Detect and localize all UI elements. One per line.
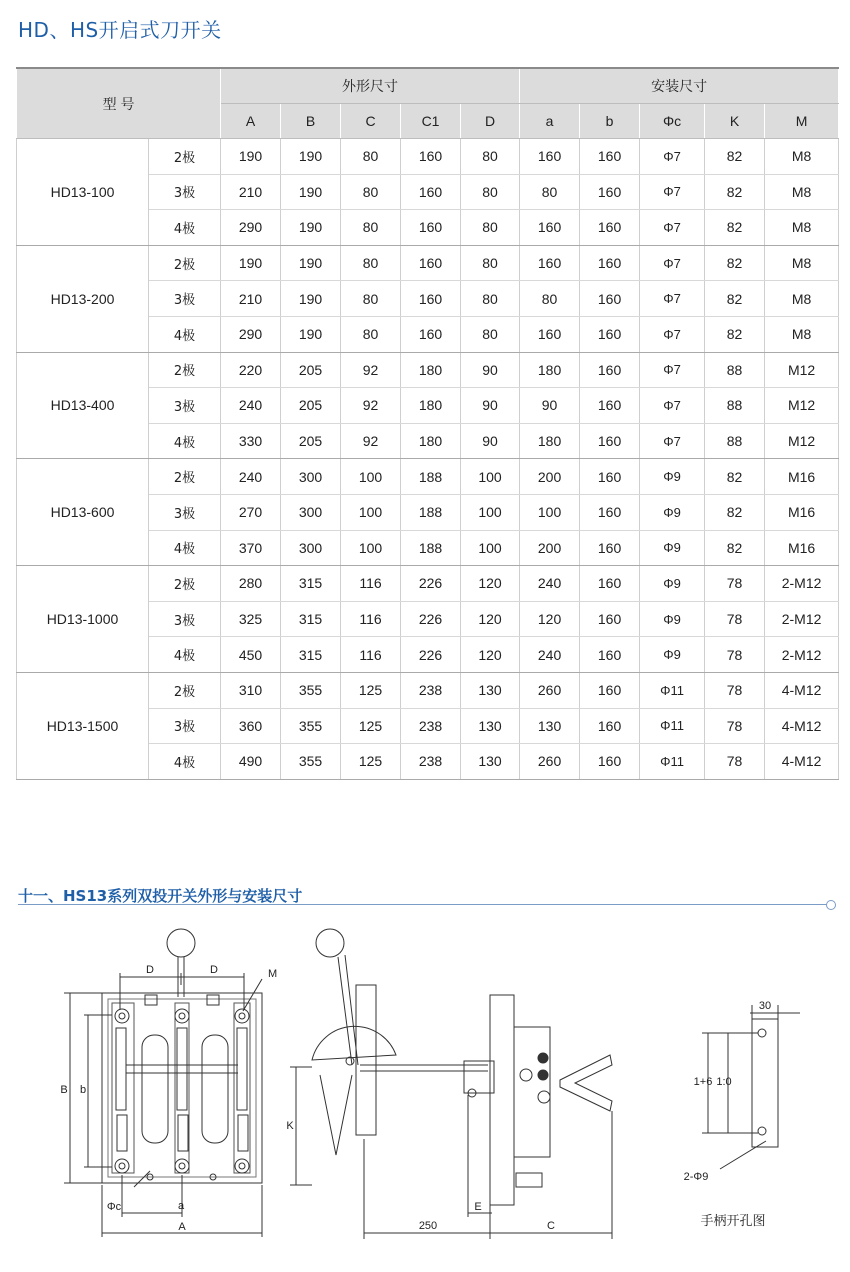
table-cell: 160 xyxy=(580,210,640,246)
dim-d-right: D xyxy=(210,964,218,976)
table-cell: 80 xyxy=(341,174,401,210)
table-cell: 160 xyxy=(580,423,640,459)
table-cell: 190 xyxy=(281,174,341,210)
table-cell: 190 xyxy=(281,139,341,175)
table-cell: 125 xyxy=(341,672,401,708)
pole-count: 4极 xyxy=(149,744,221,780)
table-cell: 310 xyxy=(221,672,281,708)
column-header: B xyxy=(281,104,341,139)
column-header: b xyxy=(580,104,640,139)
table-cell: 190 xyxy=(221,245,281,281)
pole-count: 4极 xyxy=(149,423,221,459)
table-cell: 90 xyxy=(520,388,580,424)
table-cell: 92 xyxy=(341,423,401,459)
table-cell: 80 xyxy=(461,139,520,175)
dim-holes: 2-Φ9 xyxy=(683,1171,709,1183)
table-cell: 210 xyxy=(221,174,281,210)
table-row xyxy=(17,245,839,281)
dim-phic: Φc xyxy=(106,1201,122,1213)
table-cell: 200 xyxy=(520,530,580,566)
table-cell: Φ7 xyxy=(640,139,705,175)
table-cell: 300 xyxy=(281,530,341,566)
table-cell: 125 xyxy=(341,708,401,744)
dim-1-0: 1:0 xyxy=(716,1076,732,1088)
table-cell: 160 xyxy=(580,316,640,352)
table-cell: 180 xyxy=(520,423,580,459)
table-cell: 290 xyxy=(221,316,281,352)
dim-d-left: D xyxy=(146,964,154,976)
table-cell: 120 xyxy=(461,601,520,637)
table-cell: 205 xyxy=(281,423,341,459)
section-title: 十一、HS13系列双投开关外形与安装尺寸 xyxy=(18,887,303,905)
table-cell: 205 xyxy=(281,352,341,388)
table-cell: 80 xyxy=(520,174,580,210)
pole-count: 2极 xyxy=(149,352,221,388)
table-cell: 188 xyxy=(401,494,461,530)
side-view xyxy=(290,929,612,1239)
dim-a-lower: a xyxy=(177,1200,185,1212)
table-cell: 82 xyxy=(705,459,765,495)
table-cell: Φ11 xyxy=(640,708,705,744)
table-cell: 270 xyxy=(221,494,281,530)
pole-count: 4极 xyxy=(149,530,221,566)
table-cell: 90 xyxy=(461,423,520,459)
table-cell: 160 xyxy=(580,601,640,637)
table-row xyxy=(17,459,839,495)
table-cell: 160 xyxy=(401,210,461,246)
table-cell: 160 xyxy=(580,388,640,424)
table-cell: 490 xyxy=(221,744,281,780)
table-cell: M12 xyxy=(765,423,839,459)
pole-count: 2极 xyxy=(149,245,221,281)
table-cell: 100 xyxy=(461,459,520,495)
table-cell: M16 xyxy=(765,459,839,495)
table-cell: Φ9 xyxy=(640,494,705,530)
table-cell: 210 xyxy=(221,281,281,317)
table-row xyxy=(17,566,839,602)
table-cell: 130 xyxy=(520,708,580,744)
table-cell: 80 xyxy=(341,281,401,317)
table-cell: 160 xyxy=(580,174,640,210)
table-cell: 160 xyxy=(580,744,640,780)
model-name: HD13-100 xyxy=(17,139,149,246)
dim-b-lower: b xyxy=(79,1084,87,1096)
table-cell: 80 xyxy=(461,174,520,210)
table-cell: 160 xyxy=(580,245,640,281)
table-cell: 80 xyxy=(461,316,520,352)
table-cell: 190 xyxy=(221,139,281,175)
pole-count: 3极 xyxy=(149,281,221,317)
dim-250: 250 xyxy=(418,1220,438,1232)
table-cell: 160 xyxy=(520,210,580,246)
header-install-group: 安装尺寸 xyxy=(520,68,839,104)
table-cell: 130 xyxy=(461,708,520,744)
table-cell: 290 xyxy=(221,210,281,246)
table-cell: 78 xyxy=(705,637,765,673)
table-cell: 238 xyxy=(401,744,461,780)
table-row xyxy=(17,139,839,175)
table-cell: Φ11 xyxy=(640,672,705,708)
table-cell: 160 xyxy=(401,174,461,210)
hs13-drawing xyxy=(0,915,850,1255)
table-cell: 190 xyxy=(281,245,341,281)
pole-count: 2极 xyxy=(149,459,221,495)
dim-1-6: 1+6 xyxy=(693,1076,713,1088)
table-cell: 355 xyxy=(281,744,341,780)
table-cell: 130 xyxy=(461,744,520,780)
table-cell: 116 xyxy=(341,566,401,602)
table-cell: 160 xyxy=(580,637,640,673)
table-cell: 78 xyxy=(705,566,765,602)
table-cell: 450 xyxy=(221,637,281,673)
table-cell: 180 xyxy=(520,352,580,388)
table-cell: Φ7 xyxy=(640,423,705,459)
table-cell: 160 xyxy=(580,352,640,388)
column-header: Φc xyxy=(640,104,705,139)
table-cell: 180 xyxy=(401,423,461,459)
table-cell: Φ7 xyxy=(640,352,705,388)
model-name: HD13-1000 xyxy=(17,566,149,673)
column-header: C xyxy=(341,104,401,139)
model-name: HD13-200 xyxy=(17,245,149,352)
column-header: a xyxy=(520,104,580,139)
table-cell: 82 xyxy=(705,245,765,281)
table-cell: 78 xyxy=(705,601,765,637)
pole-count: 3极 xyxy=(149,388,221,424)
table-cell: M12 xyxy=(765,352,839,388)
table-cell: 88 xyxy=(705,352,765,388)
table-cell: 300 xyxy=(281,459,341,495)
table-cell: 80 xyxy=(341,245,401,281)
table-cell: 120 xyxy=(461,637,520,673)
header-outline-group: 外形尺寸 xyxy=(221,68,520,104)
table-cell: 80 xyxy=(341,210,401,246)
table-cell: 355 xyxy=(281,708,341,744)
table-cell: 315 xyxy=(281,637,341,673)
table-cell: 160 xyxy=(520,139,580,175)
table-cell: 80 xyxy=(520,281,580,317)
table-cell: 4-M12 xyxy=(765,672,839,708)
handle-cutout-caption: 手柄开孔图 xyxy=(700,1214,766,1229)
table-cell: 160 xyxy=(401,316,461,352)
table-cell: 160 xyxy=(401,139,461,175)
table-cell: 226 xyxy=(401,566,461,602)
table-cell: Φ7 xyxy=(640,388,705,424)
table-cell: 100 xyxy=(520,494,580,530)
table-cell: 100 xyxy=(461,494,520,530)
table-cell: 160 xyxy=(580,494,640,530)
model-name: HD13-400 xyxy=(17,352,149,459)
table-cell: 88 xyxy=(705,388,765,424)
table-cell: Φ9 xyxy=(640,566,705,602)
table-cell: 4-M12 xyxy=(765,744,839,780)
table-cell: 160 xyxy=(580,459,640,495)
column-header: A xyxy=(221,104,281,139)
table-cell: 130 xyxy=(461,672,520,708)
table-cell: 190 xyxy=(281,281,341,317)
table-cell: 260 xyxy=(520,744,580,780)
pole-count: 2极 xyxy=(149,672,221,708)
table-cell: 80 xyxy=(341,139,401,175)
table-cell: 300 xyxy=(281,494,341,530)
table-cell: 160 xyxy=(520,316,580,352)
pole-count: 4极 xyxy=(149,210,221,246)
table-cell: 360 xyxy=(221,708,281,744)
table-cell: Φ7 xyxy=(640,210,705,246)
table-cell: 82 xyxy=(705,316,765,352)
table-cell: 240 xyxy=(520,637,580,673)
table-cell: 160 xyxy=(580,708,640,744)
table-cell: 180 xyxy=(401,352,461,388)
dim-b-upper: B xyxy=(60,1084,68,1096)
table-cell: 100 xyxy=(341,530,401,566)
table-cell: 240 xyxy=(221,459,281,495)
table-cell: 82 xyxy=(705,530,765,566)
table-row xyxy=(17,672,839,708)
section-dot xyxy=(826,900,836,910)
table-cell: Φ7 xyxy=(640,316,705,352)
table-cell: 82 xyxy=(705,494,765,530)
table-cell: 180 xyxy=(401,388,461,424)
table-cell: 80 xyxy=(461,245,520,281)
table-cell: 100 xyxy=(341,494,401,530)
table-cell: 80 xyxy=(461,210,520,246)
section-rule xyxy=(18,904,830,905)
table-row xyxy=(17,352,839,388)
table-cell: 160 xyxy=(580,566,640,602)
pole-count: 3极 xyxy=(149,708,221,744)
column-header: M xyxy=(765,104,839,139)
pole-count: 2极 xyxy=(149,139,221,175)
table-cell: Φ7 xyxy=(640,281,705,317)
table-cell: 226 xyxy=(401,601,461,637)
table-cell: 160 xyxy=(520,245,580,281)
table-cell: 125 xyxy=(341,744,401,780)
table-cell: M8 xyxy=(765,316,839,352)
table-cell: Φ9 xyxy=(640,459,705,495)
table-cell: 88 xyxy=(705,423,765,459)
table-cell: 78 xyxy=(705,708,765,744)
pole-count: 4极 xyxy=(149,316,221,352)
table-cell: 100 xyxy=(461,530,520,566)
column-header: C1 xyxy=(401,104,461,139)
table-cell: 220 xyxy=(221,352,281,388)
table-cell: 238 xyxy=(401,708,461,744)
table-cell: M8 xyxy=(765,139,839,175)
table-cell: 160 xyxy=(580,281,640,317)
table-cell: M8 xyxy=(765,210,839,246)
table-cell: 200 xyxy=(520,459,580,495)
table-cell: M8 xyxy=(765,281,839,317)
table-cell: 80 xyxy=(461,281,520,317)
table-cell: 92 xyxy=(341,388,401,424)
table-cell: 90 xyxy=(461,352,520,388)
table-cell: 78 xyxy=(705,744,765,780)
pole-count: 2极 xyxy=(149,566,221,602)
table-cell: 160 xyxy=(401,281,461,317)
table-cell: Φ9 xyxy=(640,601,705,637)
table-cell: 82 xyxy=(705,210,765,246)
model-name: HD13-600 xyxy=(17,459,149,566)
table-cell: 78 xyxy=(705,672,765,708)
table-cell: 160 xyxy=(580,672,640,708)
front-view xyxy=(64,929,262,1237)
pole-count: 3极 xyxy=(149,494,221,530)
dim-30: 30 xyxy=(758,1000,772,1012)
table-cell: 120 xyxy=(461,566,520,602)
table-cell: 2-M12 xyxy=(765,566,839,602)
table-cell: 116 xyxy=(341,637,401,673)
table-cell: 160 xyxy=(580,139,640,175)
table-cell: Φ7 xyxy=(640,174,705,210)
dim-c: C xyxy=(547,1220,555,1232)
dim-e: E xyxy=(474,1201,482,1213)
table-cell: Φ9 xyxy=(640,530,705,566)
table-cell: 240 xyxy=(520,566,580,602)
header-model: 型 号 xyxy=(17,68,221,139)
column-header: K xyxy=(705,104,765,139)
table-cell: M16 xyxy=(765,494,839,530)
dim-m: M xyxy=(268,968,278,980)
table-cell: 116 xyxy=(341,601,401,637)
table-cell: 280 xyxy=(221,566,281,602)
table-cell: Φ11 xyxy=(640,744,705,780)
table-cell: 325 xyxy=(221,601,281,637)
table-cell: 315 xyxy=(281,601,341,637)
table-cell: 92 xyxy=(341,352,401,388)
table-cell: 205 xyxy=(281,388,341,424)
column-header: D xyxy=(461,104,520,139)
table-cell: 188 xyxy=(401,530,461,566)
table-cell: 160 xyxy=(580,530,640,566)
table-cell: M8 xyxy=(765,245,839,281)
table-cell: M16 xyxy=(765,530,839,566)
table-cell: 2-M12 xyxy=(765,637,839,673)
table-cell: M8 xyxy=(765,174,839,210)
pole-count: 4极 xyxy=(149,637,221,673)
table-cell: 260 xyxy=(520,672,580,708)
pole-count: 3极 xyxy=(149,601,221,637)
table-cell: 238 xyxy=(401,672,461,708)
table-cell: 330 xyxy=(221,423,281,459)
model-name: HD13-1500 xyxy=(17,672,149,779)
table-cell: 90 xyxy=(461,388,520,424)
table-cell: 82 xyxy=(705,281,765,317)
table-cell: 370 xyxy=(221,530,281,566)
table-cell: 355 xyxy=(281,672,341,708)
table-cell: 100 xyxy=(341,459,401,495)
table-cell: 160 xyxy=(401,245,461,281)
dim-k: K xyxy=(286,1120,294,1132)
pole-count: 3极 xyxy=(149,174,221,210)
table-cell: 188 xyxy=(401,459,461,495)
page-title: HD、HS开启式刀开关 xyxy=(18,18,222,42)
table-cell: Φ9 xyxy=(640,637,705,673)
table-cell: 80 xyxy=(341,316,401,352)
table-cell: M12 xyxy=(765,388,839,424)
table-cell: 315 xyxy=(281,566,341,602)
table-cell: 190 xyxy=(281,316,341,352)
table-cell: Φ7 xyxy=(640,245,705,281)
table-cell: 120 xyxy=(520,601,580,637)
table-cell: 226 xyxy=(401,637,461,673)
table-cell: 82 xyxy=(705,174,765,210)
dim-a-upper: A xyxy=(178,1221,186,1233)
table-cell: 4-M12 xyxy=(765,708,839,744)
spec-table xyxy=(16,67,839,780)
table-cell: 240 xyxy=(221,388,281,424)
table-cell: 82 xyxy=(705,139,765,175)
table-cell: 190 xyxy=(281,210,341,246)
table-cell: 2-M12 xyxy=(765,601,839,637)
